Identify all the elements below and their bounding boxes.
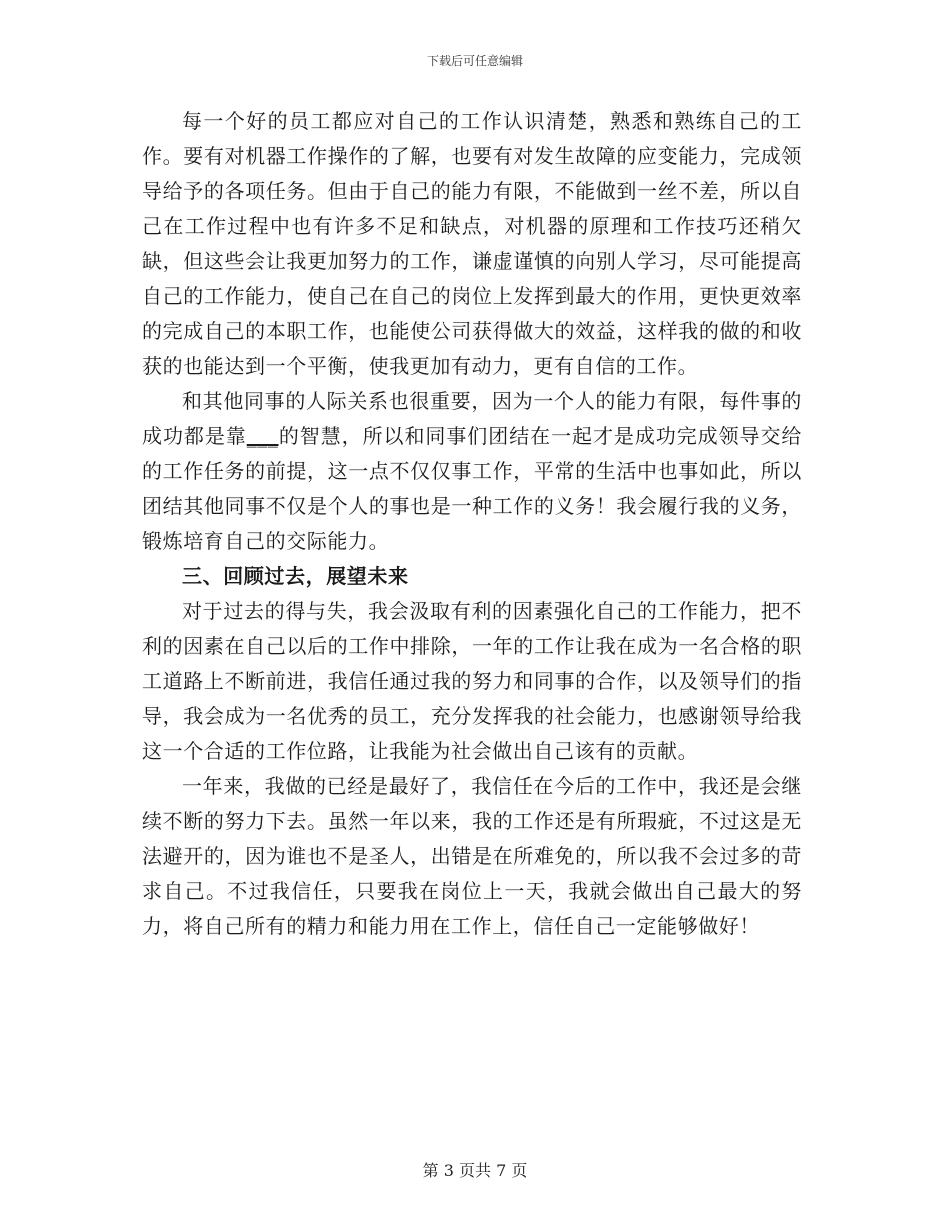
paragraph: 一年来，我做的已经是最好了，我信任在今后的工作中，我还是会继续不断的努力下去。虽然一年以来，我的工作还是有所瑕疵，不过这是无法避开的，因为谁也不是圣人，出错是在所难免的，所以我不会过多的苛求自己。不过我信任，只要我在岗位上一天，我就会做出自己最大的努力，将自己所有的精力和能力用在工作上，信任自己一定能够做好！ — [142, 774, 802, 938]
fill-in-blank: ___ — [246, 424, 279, 448]
paragraph — [142, 384, 802, 559]
paragraph: 对于过去的得与失，我会汲取有利的因素强化自己的工作能力，把不利的因素在自己以后的工作中排除，一年的工作让我在成为一名合格的职工道路上不断前进，我信任通过我的努力和同事的合作，以及领导们的指导，我会成为一名优秀的员工，充分发挥我的社会能力，也感谢领导给我这一个合适的工作位路，让我能为社会做出自己该有的贡献。 — [142, 599, 802, 763]
paragraph-text: 和其他同事的人际关系也很重要，因为一个人的能力有限，每件事的成功都是靠 — [142, 389, 802, 448]
section-heading: 三、回顾过去，展望未来 — [182, 564, 409, 588]
page-footer: 第 3 页共 7 页 — [422, 1161, 528, 1180]
paragraph: 每一个好的员工都应对自己的工作认识清楚，熟悉和熟练自己的工作。要有对机器工作操作的了解，也要有对发生故障的应变能力，完成领导给予的各项任务。但由于自己的能力有限，不能做到一丝不差，所以自己在工作过程中也有许多不足和缺点，对机器的原理和工作技巧还稍欠缺，但这些会让我更加努力的工作，谦虚谨慎的向别人学习，尽可能提高自己的工作能力，使自己在自己的岗位上发挥到最大的作用，更快更效率的完成自己的本职工作，也能使公司获得做大的效益，这样我的做的和收获的也能达到一个平衡，使我更加有动力，更有自信的工作。 — [142, 109, 802, 378]
paragraph-text: 的智慧，所以和同事们团结在一起才是成功完成领导交给的工作任务的前提，这一点不仅仅事工作，平常的生活中也事如此，所以团结其他同事不仅是个人的事也是一种工作的义务！我会履行我的义务，锻炼培育自己的交际能力。 — [142, 424, 803, 553]
page-header: 下载后可任意编辑 — [426, 54, 523, 68]
document-body — [142, 104, 802, 944]
